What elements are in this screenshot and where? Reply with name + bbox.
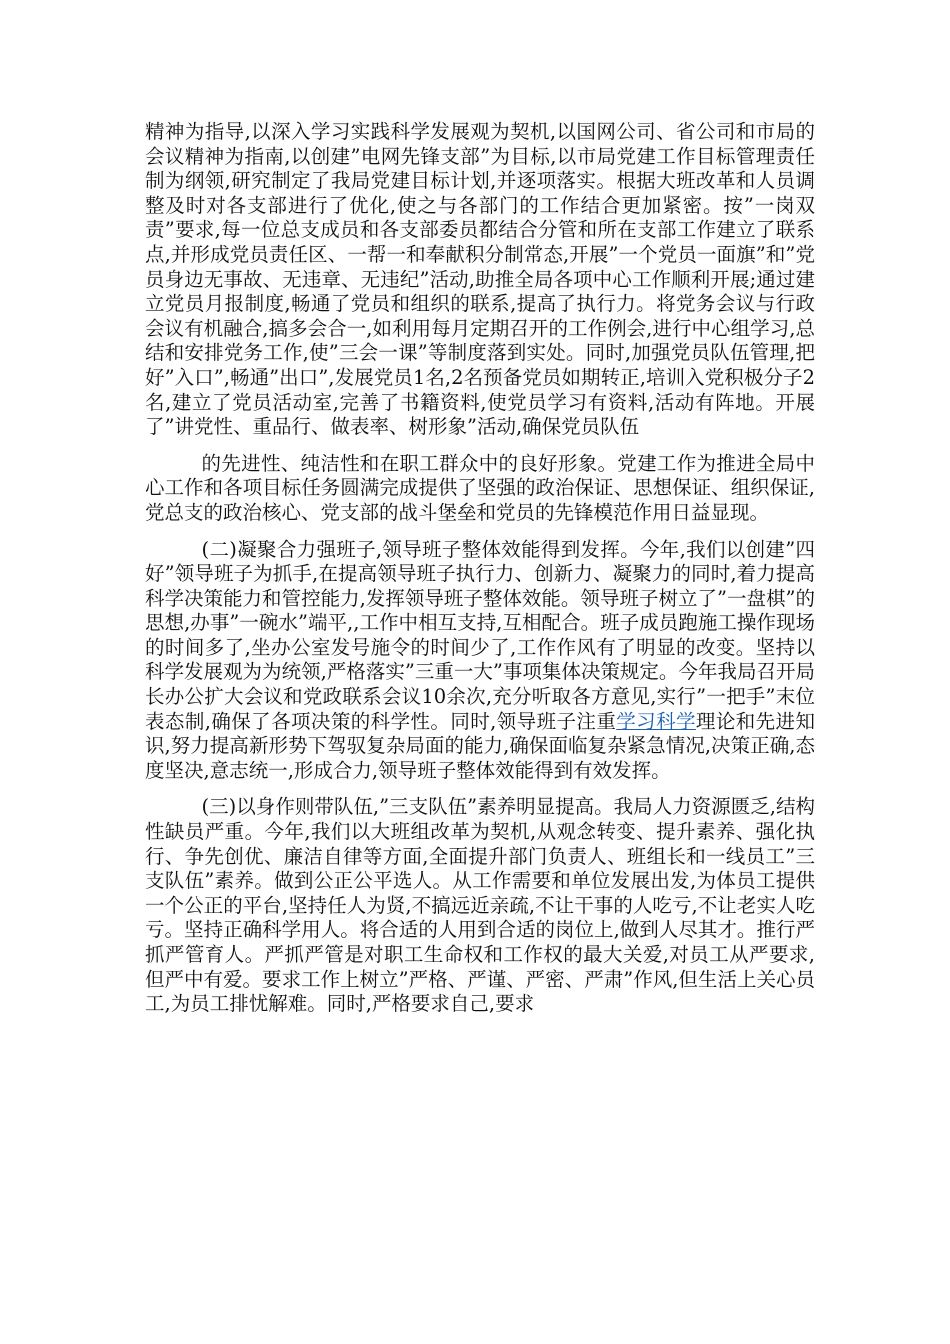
document-page <box>145 120 815 1017</box>
paragraph-3-text-before-link: (二)凝聚合力强班子,领导班子整体效能得到发挥。今年,我们以创建”四好”领导班子为抓手,在提高领导班子执行力、创新力、凝聚力的同时,着力提高科学决策能力和管控能力,发挥领导班子整体效能。领导班子树立了”一盘棋”的思想,办事”一碗水”端平,,工作中相互支持,互相配合。班子成员跑施工操作现场的时间多了,坐办公室发号施令的时间少了,工作作风有了明显的改变。坚持以科学发展观为为统领,严格落实”三重一大”事项集体决策规定。今年我局召开局长办公扩大会议和党政联系会议10余次,充分听取各方意见,实行”一把手”末位表态制,确保了各项决策的科学性。同时,领导班子注重 <box>145 537 815 733</box>
paragraph-3 <box>145 538 815 784</box>
paragraph-2: 的先进性、纯洁性和在职工群众中的良好形象。党建工作为推进全局中心工作和各项目标任务圆满完成提供了坚强的政治保证、思想保证、组织保证,党总支的政治核心、党支部的战斗堡垒和党员的先锋模范作用日益显现。 <box>145 451 815 524</box>
paragraph-3-text-after-link: 理论和先进知识,努力提高新形势下驾驭复杂局面的能力,确保面临复杂紧急情况,决策正确,态度坚决,意志统一,形成合力,领导班子整体效能得到有效发挥。 <box>145 709 815 782</box>
study-science-link[interactable]: 学习科学 <box>616 709 696 733</box>
paragraph-4: (三)以身作则带队伍,”三支队伍”素养明显提高。我局人力资源匮乏,结构性缺员严重。今年,我们以大班组改革为契机,从观念转变、提升素养、强化执行、争先创优、廉洁自律等方面,全面提升部门负责人、班组长和一线员工”三支队伍”素养。做到公正公平选人。从工作需要和单位发展出发,为体员工提供一个公正的平台,坚持任人为贤,不搞远近亲疏,不让干事的人吃亏,不让老实人吃亏。坚持正确科学用人。将合适的人用到合适的岗位上,做到人尽其才。推行严抓严管育人。严抓严管是对职工生命权和工作权的最大关爱,对员工从严要求,但严中有爱。要求工作上树立”严格、严谨、严密、严肃”作风,但生活上关心员工,为员工排忧解难。同时,严格要求自己,要求 <box>145 795 815 1016</box>
paragraph-1: 精神为指导,以深入学习实践科学发展观为契机,以国网公司、省公司和市局的会议精神为指南,以创建”电网先锋支部”为目标,以市局党建工作目标管理责任制为纲领,研究制定了我局党建目标计划,并逐项落实。根据大班改革和人员调整及时对各支部进行了优化,使之与各部门的工作结合更加紧密。按”一岗双责”要求,每一位总支成员和各支部委员都结合分管和所在支部工作建立了联系点,并形成党员责任区、一帮一和奉献积分制常态,开展”一个党员一面旗”和”党员身边无事故、无违章、无违纪”活动,助推全局各项中心工作顺利开展;通过建立党员月报制度,畅通了党员和组织的联系,提高了执行力。将党务会议与行政会议有机融合,搞多会合一,如利用每月定期召开的工作例会,进行中心组学习,总结和安排党务工作,使”三会一课”等制度落到实处。同时,加强党员队伍管理,把好”入口”,畅通”出口”,发展党员1名,2名预备党员如期转正,培训入党积极分子2名,建立了党员活动室,完善了书籍资料,使党员学习有资料,活动有阵地。开展了”讲党性、重品行、做表率、树形象”活动,确保党员队伍 <box>145 120 815 439</box>
